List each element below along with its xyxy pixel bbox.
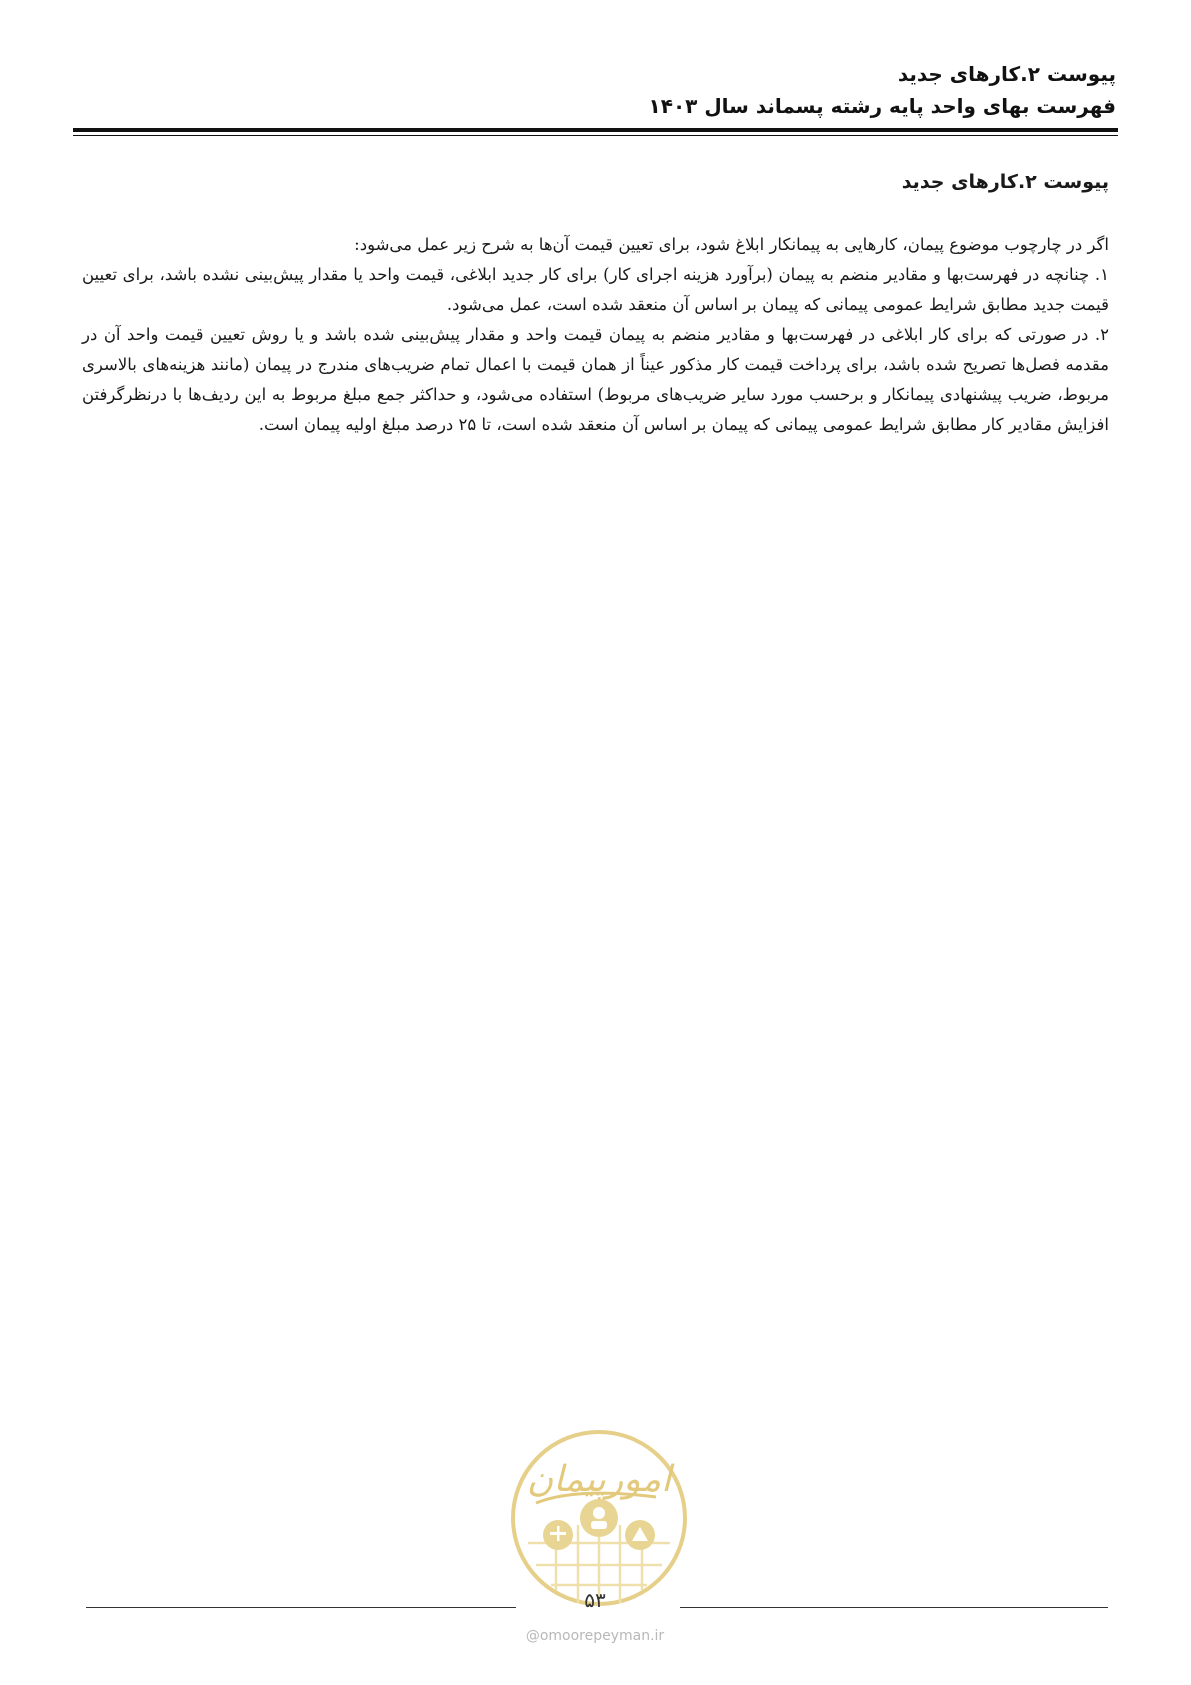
clause-1-paragraph: ۱. چنانچه در فهرست‌بها و مقادیر منضم به پیمان (برآورد هزینه اجرای کار) برای کار جدید ابلاغی، قیمت واحد یا مقدار پیش‌بینی نشده باشد، برای تعیین قیمت جدید مطابق شرایط عمومی پیمانی که پیمان بر اساس آن منعقد شده است، عمل می‌شود. (82, 265, 1109, 314)
header-rule-thick (73, 128, 1118, 132)
header-rule-thin (73, 135, 1118, 136)
body-text (82, 230, 1109, 440)
clause-2-paragraph: ۲. در صورتی که برای کار ابلاغی در فهرست‌بها و مقادیر منضم به پیمان قیمت واحد و مقدار پیش‌بینی شده باشد و یا روش تعیین قیمت واحد آن در مقدمه فصل‌ها تصریح شده باشد، برای پرداخت قیمت کار مذکور عیناً از همان قیمت با اعمال تمام ضریب‌های مندرج در پیمان (مانند هزینه‌های بالاسری مربوط، ضریب پیشنهادی پیمانکار و برحسب مورد سایر ضریب‌های مربوط) استفاده می‌شود، و حداکثر جمع مبلغ مربوط به این ردیف‌ها با درنظرگرفتن افزایش مقادیر کار مطابق شرایط عمومی پیمانی که پیمان بر اساس آن منعقد شده است، تا ۲۵ درصد مبلغ اولیه پیمان است. (82, 325, 1109, 434)
watermark-logo-text: امورپیمان (526, 1459, 672, 1500)
header-document-title: فهرست بهای واحد پایه رشته پسماند سال ۱۴۰۳ (648, 94, 1116, 118)
omoore-peyman-seal-logo (506, 1425, 692, 1611)
section-title: پیوست ۲.کارهای جدید (901, 171, 1109, 193)
intro-paragraph: اگر در چارچوب موضوع پیمان، کارهایی به پیمانکار ابلاغ شود، برای تعیین قیمت آن‌ها به شرح زیر عمل می‌شود: (354, 235, 1109, 254)
header-appendix-title: پیوست ۲.کارهای جدید (897, 62, 1116, 86)
page-header (75, 58, 1116, 122)
website-watermark: @omoorepeyman.ir (525, 1628, 665, 1644)
page-number: ۵۳ (584, 1588, 606, 1612)
footer-rule-right (680, 1607, 1108, 1608)
footer-rule-left (86, 1607, 516, 1608)
